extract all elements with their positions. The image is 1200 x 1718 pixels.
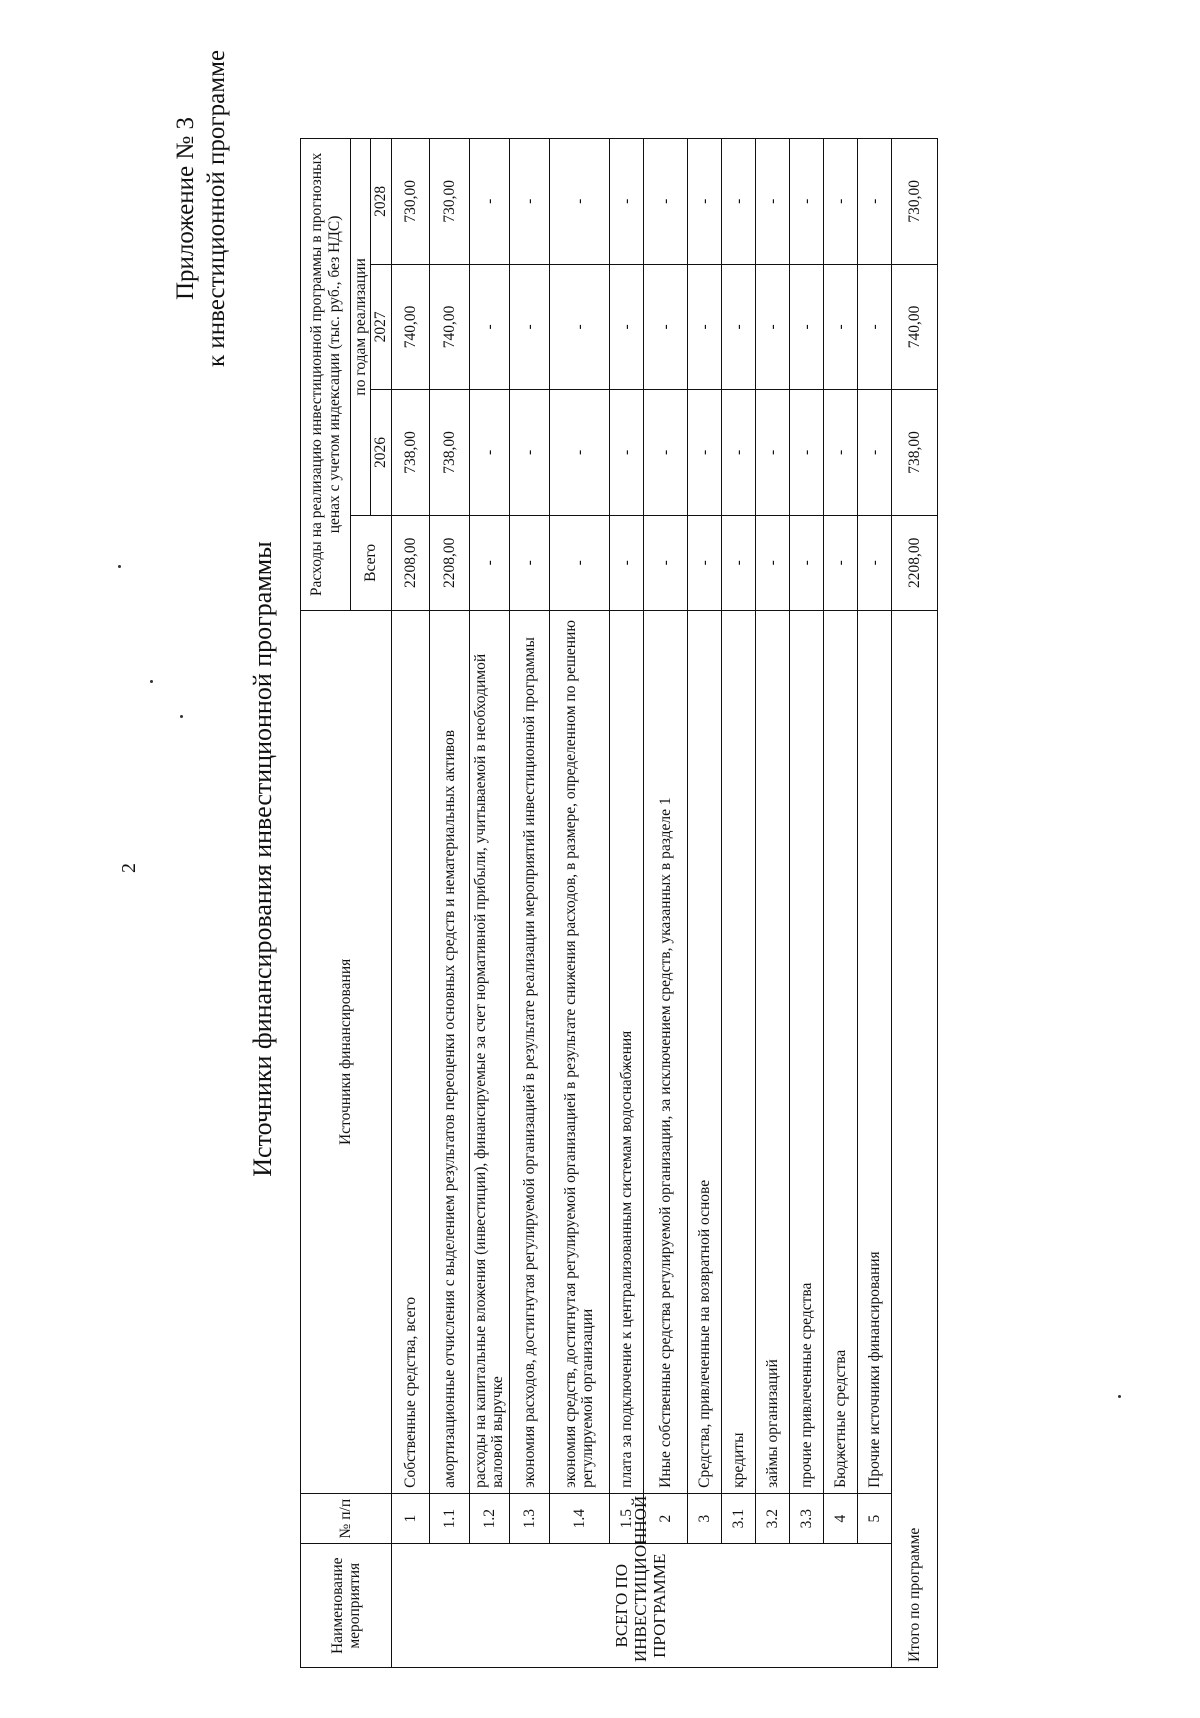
row-2027: - [721, 264, 755, 390]
row-2026: - [823, 390, 857, 516]
row-2026: - [469, 390, 509, 516]
table-row [549, 139, 609, 1668]
row-total: 2208,00 [391, 515, 429, 610]
row-2027: - [823, 264, 857, 390]
row-number: 1.2 [469, 1493, 509, 1544]
row-2028: - [469, 139, 509, 265]
header-number: № п/п [301, 1493, 392, 1544]
row-source: расходы на капитальные вложения (инвестиции), финансируемые за счет нормативной прибыли, учитываемой в необходимой валовой выручке [469, 610, 509, 1493]
scan-speck [118, 565, 121, 568]
row-total: - [687, 515, 721, 610]
row-2028: - [609, 139, 643, 265]
total-row-label: Итого по программе [891, 610, 937, 1667]
row-2027: - [857, 264, 891, 390]
table-body [391, 139, 937, 1668]
total-row-2027: 740,00 [891, 264, 937, 390]
table-row [643, 139, 687, 1668]
row-2028: - [549, 139, 609, 265]
table-row [789, 139, 823, 1668]
total-row-2028: 730,00 [891, 139, 937, 265]
header-year-2027: 2027 [371, 264, 391, 390]
row-2028: - [509, 139, 549, 265]
row-2028: - [789, 139, 823, 265]
total-row-total: 2208,00 [891, 515, 937, 610]
table-row [755, 139, 789, 1668]
row-source: займы организаций [755, 610, 789, 1493]
row-2028: - [755, 139, 789, 265]
scan-speck [180, 715, 183, 718]
row-number: 4 [823, 1493, 857, 1544]
total-row [891, 139, 937, 1668]
table-header [301, 139, 392, 1668]
row-number: 5 [857, 1493, 891, 1544]
row-source: экономия средств, достигнутая регулируемой организацией в результате снижения расходов, в размере, определенном по решению регулируемой организации [549, 610, 609, 1493]
table-row [857, 139, 891, 1668]
row-2026: - [857, 390, 891, 516]
row-source: прочие привлеченные средства [789, 610, 823, 1493]
row-2026: - [643, 390, 687, 516]
row-number: 1 [391, 1493, 429, 1544]
row-2027: - [755, 264, 789, 390]
row-source: Иные собственные средства регулируемой организации, за исключением средств, указанных в разделе 1 [643, 610, 687, 1493]
header-by-years: по годам реализации [351, 139, 371, 516]
row-total: - [721, 515, 755, 610]
row-total: - [823, 515, 857, 610]
row-2027: - [789, 264, 823, 390]
row-number: 3 [687, 1493, 721, 1544]
row-total: - [549, 515, 609, 610]
appendix-label [170, 50, 233, 367]
row-source: Бюджетные средства [823, 610, 857, 1493]
total-row-2026: 738,00 [891, 390, 937, 516]
row-2028: - [857, 139, 891, 265]
header-expenses-group: Расходы на реализацию инвестиционной программы в прогнозных ценах с учетом индексации (тыс. руб., без НДС) [301, 139, 351, 611]
row-2027: 740,00 [391, 264, 429, 390]
row-source: амортизационные отчисления с выделением результатов переоценки основных средств и нематериальных активов [429, 610, 469, 1493]
row-source: кредиты [721, 610, 755, 1493]
row-2026: - [609, 390, 643, 516]
appendix-line-1: Приложение № 3 [172, 117, 199, 301]
row-2026: - [549, 390, 609, 516]
row-2027: - [469, 264, 509, 390]
row-2027: - [549, 264, 609, 390]
row-number: 1.4 [549, 1493, 609, 1544]
row-2026: - [755, 390, 789, 516]
table-row [509, 139, 549, 1668]
row-2027: - [643, 264, 687, 390]
row-2026: 738,00 [391, 390, 429, 516]
row-total: - [789, 515, 823, 610]
row-total: - [509, 515, 549, 610]
appendix-line-2: к инвестиционной программе [203, 50, 231, 368]
table-row [823, 139, 857, 1668]
row-2028: 730,00 [391, 139, 429, 265]
table-row [469, 139, 509, 1668]
row-source: Собственные средства, всего [391, 610, 429, 1493]
table-row [391, 139, 429, 1668]
row-total: - [469, 515, 509, 610]
row-total: - [857, 515, 891, 610]
page-number: 2 [118, 863, 140, 873]
row-2027: - [609, 264, 643, 390]
row-2028: - [823, 139, 857, 265]
row-total: - [755, 515, 789, 610]
row-2026: - [721, 390, 755, 516]
scan-speck [150, 680, 153, 683]
row-total: 2208,00 [429, 515, 469, 610]
document-title: Источники финансирования инвестиционной программы [248, 541, 277, 1177]
table-row [429, 139, 469, 1668]
row-2028: 730,00 [429, 139, 469, 265]
row-2026: - [789, 390, 823, 516]
row-2028: - [643, 139, 687, 265]
row-2027: 740,00 [429, 264, 469, 390]
row-source: плата за подключение к централизованным системам водоснабжения [609, 610, 643, 1493]
header-total: Всего [351, 515, 392, 610]
activity-name-cell: ВСЕГО ПО ИНВЕСТИЦИОННОЙ ПРОГРАММЕ [391, 1544, 891, 1668]
row-number: 3.3 [789, 1493, 823, 1544]
row-2027: - [509, 264, 549, 390]
header-year-2028: 2028 [371, 139, 391, 265]
row-2026: 738,00 [429, 390, 469, 516]
row-2028: - [687, 139, 721, 265]
row-number: 3.2 [755, 1493, 789, 1544]
row-source: Средства, привлеченные на возвратной основе [687, 610, 721, 1493]
row-source: Прочие источники финансирования [857, 610, 891, 1493]
header-activity-name: Наименование мероприятия [301, 1544, 392, 1668]
row-2026: - [509, 390, 549, 516]
row-total: - [609, 515, 643, 610]
row-2026: - [687, 390, 721, 516]
row-source: экономия расходов, достигнутая регулируемой организацией в результате реализации мероприятий инвестиционной программы [509, 610, 549, 1493]
row-total: - [643, 515, 687, 610]
row-2027: - [687, 264, 721, 390]
row-number: 1.3 [509, 1493, 549, 1544]
row-number: 2 [643, 1493, 687, 1544]
table-row [721, 139, 755, 1668]
scan-speck [1118, 1395, 1121, 1398]
row-number: 1.1 [429, 1493, 469, 1544]
header-sources: Источники финансирования [301, 610, 392, 1493]
header-year-2026: 2026 [371, 390, 391, 516]
row-number: 1.5 [609, 1493, 643, 1544]
row-number: 3.1 [721, 1493, 755, 1544]
row-2028: - [721, 139, 755, 265]
financing-table [300, 138, 938, 1668]
table-row [687, 139, 721, 1668]
table-row [609, 139, 643, 1668]
